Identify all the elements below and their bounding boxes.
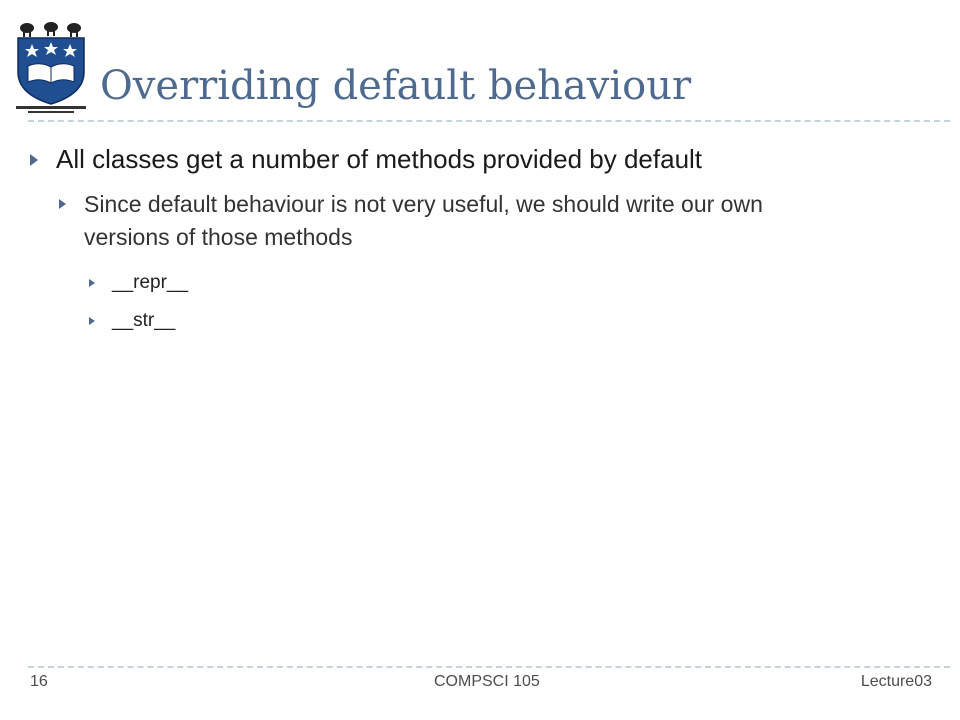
footer-divider bbox=[28, 666, 950, 668]
lecture-label: Lecture03 bbox=[860, 673, 932, 690]
bullet-text: All classes get a number of methods provided by default bbox=[56, 144, 703, 174]
bullet-level2 bbox=[84, 188, 763, 254]
bullet-level3 bbox=[112, 310, 175, 332]
course-code: COMPSCI 105 bbox=[434, 673, 540, 690]
bullet-text-line: Since default behaviour is not very useful, we should write our own bbox=[84, 191, 763, 217]
bullet-text: __repr__ bbox=[112, 272, 189, 293]
bullet-arrow-icon bbox=[30, 154, 38, 166]
title-divider bbox=[28, 120, 950, 122]
bullet-level3 bbox=[112, 272, 188, 294]
bullet-arrow-icon bbox=[59, 199, 66, 209]
crest-icon bbox=[12, 20, 90, 116]
bullet-text-line: versions of those methods bbox=[84, 224, 353, 250]
bullet-arrow-icon bbox=[89, 279, 95, 287]
bullet-text: __str__ bbox=[112, 310, 176, 331]
bullet-level1 bbox=[56, 144, 702, 175]
slide-title: Overriding default behaviour bbox=[100, 63, 692, 109]
bullet-arrow-icon bbox=[89, 317, 95, 325]
university-logo bbox=[12, 20, 90, 116]
page-number: 16 bbox=[30, 673, 48, 690]
